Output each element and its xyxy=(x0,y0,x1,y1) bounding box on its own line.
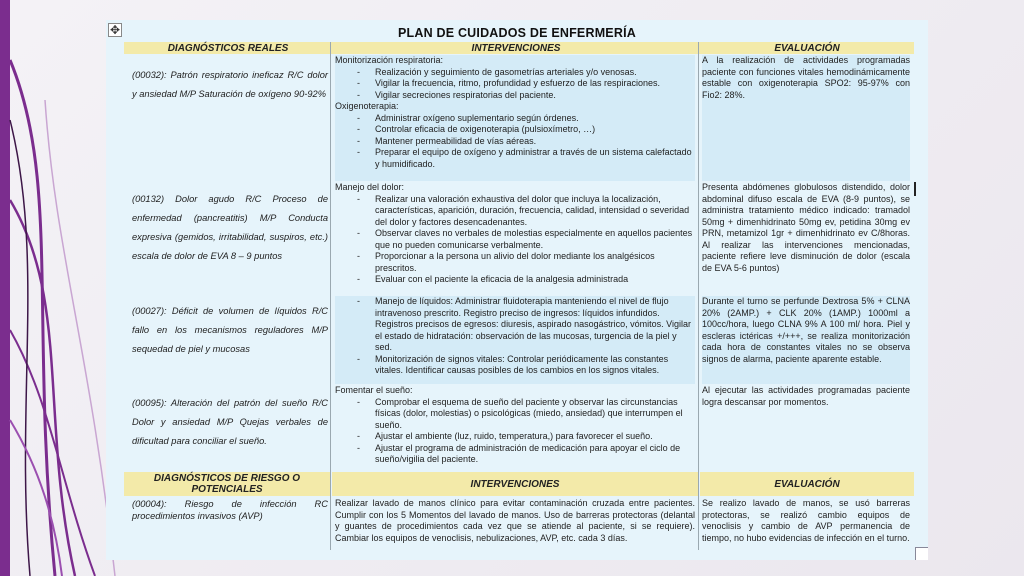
intervention-heading: Fomentar el sueño: xyxy=(335,385,413,395)
evaluation-text: Al ejecutar las actividades programadas paciente logra descansar por momentos. xyxy=(702,385,910,407)
intervention-item: - Comprobar el esquema de sueño del paciente y observar las circunstancias físicas (dolor, molestias) o psicológicas (miedo, ansiedad) que interrumpen el sueño. xyxy=(375,397,695,432)
evaluation-row-1 xyxy=(702,55,910,181)
intervention-item: - Vigilar la frecuencia, ritmo, profundidad y esfuerzo de las respiraciones. xyxy=(375,78,695,90)
interventions-row-4 xyxy=(335,385,695,469)
intervention-item: - Realización y seguimiento de gasometrías arteriales y/o venosas. xyxy=(375,67,695,79)
evaluation-row-3 xyxy=(702,296,910,384)
diagnosis-00027: (00027): Déficit de volumen de líquidos R/C fallo en los mecanismos reguladores M/P sequedad de piel y mucosas xyxy=(132,306,328,354)
interventions-row-1 xyxy=(335,55,695,181)
header-intervenciones-riesgo: INTERVENCIONES xyxy=(332,472,698,496)
intervention-item: - Preparar el equipo de oxígeno y administrar a través de un sistema calefactado y humidificado. xyxy=(375,147,695,170)
evaluation-risk xyxy=(702,498,910,550)
header-diagnosticos-riesgo: DIAGNÓSTICOS DE RIESGO O POTENCIALES xyxy=(124,472,330,496)
diagnosis-00132: (00132) Dolor agudo R/C Proceso de enfermedad (pancreatitis) M/P Conducta expresiva (gemidos, irritabilidad, suspiros, etc.) escala de dolor de EVA 8 – 9 puntos xyxy=(132,194,328,261)
intervention-heading: Monitorización respiratoria: xyxy=(335,55,444,65)
header-intervenciones: INTERVENCIONES xyxy=(332,42,700,54)
intervention-item: - Controlar eficacia de oxigenoterapia (pulsioxímetro, …) xyxy=(375,124,695,136)
intervention-text: Realizar lavado de manos clínico para evitar contaminación cruzada entre pacientes. Cumplir con los 5 Momentos del lavado de manos. Uso de barreras protectoras (delantal y guantes de procedimientos cada vez que se atiende al paciente, si se requiere). Cambiar los equipos de venoclisis, nebulizaciones, AVP, etc. cada 3 días. xyxy=(335,498,695,543)
care-plan-table xyxy=(106,20,928,560)
intervention-item: - Manejo de líquidos: Administrar fluidoterapia manteniendo el nivel de flujo intravenoso prescrito. Registro preciso de ingresos: líquidos infundidos. Registros precisos de egresos: diuresis, aspirado nasogástrico, vómitos. Vigilar el estado de hidratación: observación de las mucosas, turgencia de la piel y sed. xyxy=(375,296,695,354)
diagnosis-00032: (00032): Patrón respiratorio ineficaz R/C dolor y ansiedad M/P Saturación de oxígeno 90-92% xyxy=(132,70,328,99)
intervention-item: - Ajustar el programa de administración de medicación para apoyar el ciclo de sueño/vigilia del paciente. xyxy=(375,443,695,466)
intervention-heading: Oxigenoterapia: xyxy=(335,101,399,111)
intervention-item: - Administrar oxígeno suplementario según órdenes. xyxy=(375,113,695,125)
intervention-item: - Monitorización de signos vitales: Controlar periódicamente las constantes vitales. Identificar causas posibles de los cambios en los signos vitales. xyxy=(375,354,695,377)
evaluation-row-4 xyxy=(702,385,910,469)
interventions-risk xyxy=(335,498,695,550)
intervention-item: - Realizar una valoración exhaustiva del dolor que incluya la localización, características, aparición, duración, frecuencia, calidad, intensidad o severidad del dolor y factores desencadenantes. xyxy=(375,194,695,229)
intervention-item: - Evaluar con el paciente la eficacia de la analgesia administrada xyxy=(375,274,695,286)
diagnosis-00095: (00095): Alteración del patrón del sueño R/C Dolor y ansiedad M/P Quejas verbales de dificultad para conciliar el sueño. xyxy=(132,398,328,446)
text-cursor xyxy=(914,182,916,196)
evaluation-text: Presenta abdómenes globulosos distendido, dolor abdominal difuso escala de EVA (8-9 puntos), se administra tratamiento médico indicado: tramadol 50mg + dimenhidrinato 50mg ev, petidina 30mg ev PRN, metamizol 1gr + dimenhidrinato ev C/8horas. Al realizar las intervenciones mencionadas, paciente refiere leve disminución de dolor (escala de EVA 5-6 puntos) xyxy=(702,182,910,273)
move-icon[interactable]: ✥ xyxy=(109,23,121,37)
header-evaluacion-riesgo: EVALUACIÓN xyxy=(700,472,914,496)
intervention-item: - Observar claves no verbales de molestias especialmente en aquellos pacientes que no pueden comunicarse verbalmente. xyxy=(375,228,695,251)
evaluation-text: A la realización de actividades programadas paciente con funciones vitales hemodinámicamente estable con oxigenoterapia SPO2: 95-97% con Fio2: 28%. xyxy=(702,55,910,100)
page-title: PLAN DE CUIDADOS DE ENFERMERÍA xyxy=(398,26,636,40)
intervention-item: - Vigilar secreciones respiratorias del paciente. xyxy=(375,90,695,102)
intervention-item: - Ajustar el ambiente (luz, ruido, temperatura,) para favorecer el sueño. xyxy=(375,431,695,443)
diagnosis-00004: (00004): Riesgo de infección RC procedimientos invasivos (AVP) xyxy=(132,499,328,521)
resize-corner[interactable] xyxy=(915,547,928,560)
intervention-heading: Manejo del dolor: xyxy=(335,182,405,192)
evaluation-text: Durante el turno se perfunde Dextrosa 5% + CLNA 20% (2AMP.) + CLK 20% (1AMP.) 1000ml a 100cc/hora, luego CLNA 9% A 100 ml/ hora. Piel y escleras ictéricas +/+++, se realiza monitorización cada hora de constantes vitales no se observa signos de alarma, paciente aparente estable. xyxy=(702,296,910,364)
header-diagnosticos-reales: DIAGNÓSTICOS REALES xyxy=(124,42,332,54)
evaluation-text: Se realizo lavado de manos, se usó barreras protectoras, se realizó cambio equipos de venoclisis y cambio de AVP permanencia de tiempo, no hubo evidencias de infección en el turno. xyxy=(702,498,910,543)
evaluation-row-2 xyxy=(702,182,910,294)
purple-edge-bar xyxy=(0,0,10,576)
interventions-row-2 xyxy=(335,182,695,294)
interventions-row-3 xyxy=(335,296,695,384)
header-evaluacion: EVALUACIÓN xyxy=(700,42,914,54)
intervention-item: - Mantener permeabilidad de vías aéreas. xyxy=(375,136,695,148)
intervention-item: - Proporcionar a la persona un alivio del dolor mediante los analgésicos prescritos. xyxy=(375,251,695,274)
